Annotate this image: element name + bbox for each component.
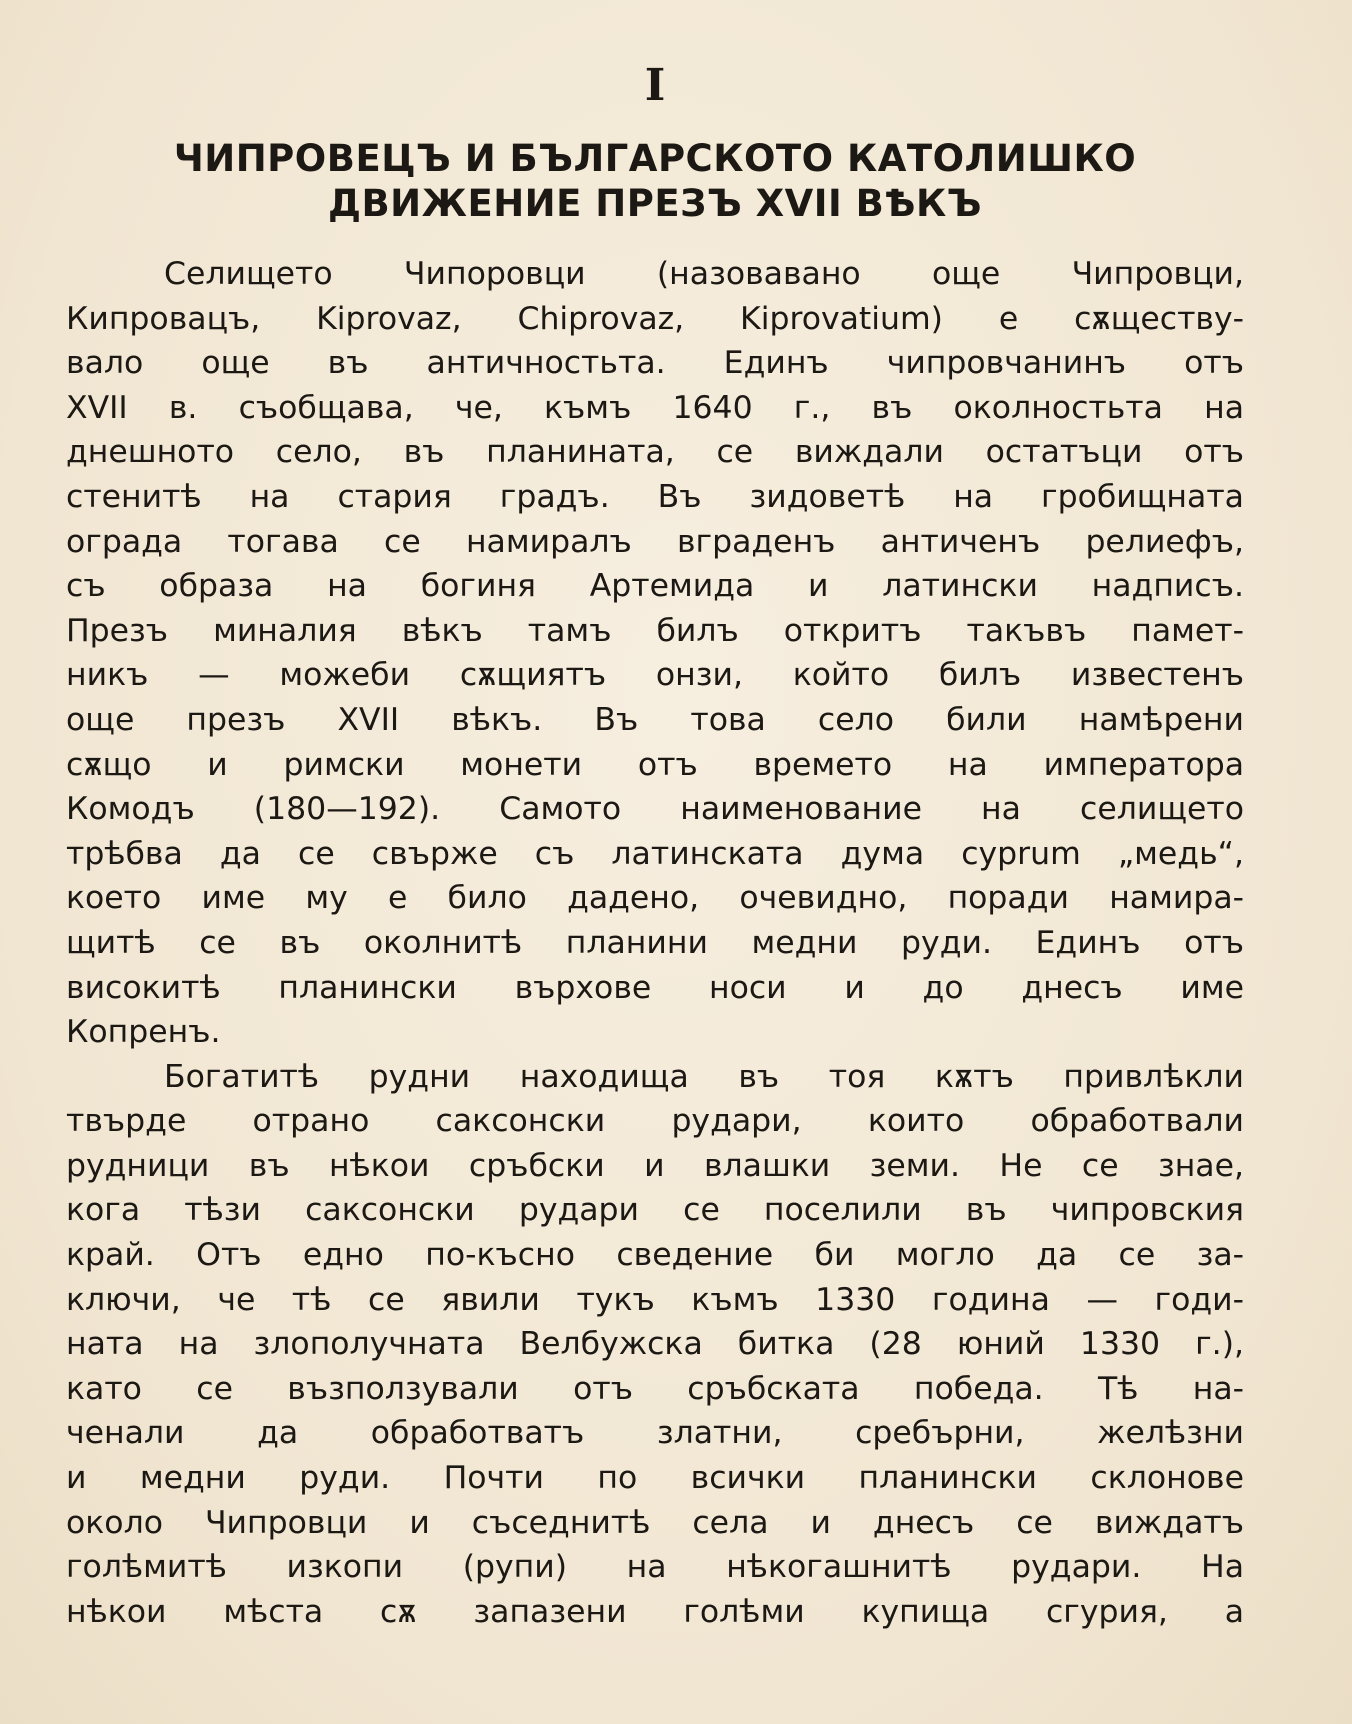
text-line: кога тѣзи саксонски рудари се поселили въ чипровския [66, 1192, 1244, 1229]
text-line: нѣкои мѣста сѫ запазени голѣми купища сгурия, а [66, 1593, 1244, 1630]
text-line: щитѣ се въ околнитѣ планини медни руди. Единъ отъ [66, 924, 1244, 961]
text-line: като се възползували отъ сръбската победа. Тѣ на- [66, 1370, 1244, 1407]
chapter-title-line: ДВИЖЕНИЕ ПРЕЗЪ XVII ВѢКЪ [328, 182, 982, 225]
text-line: XVII в. съобщава, че, къмъ 1640 г., въ околностьта на [66, 389, 1244, 426]
text-line: твърде отрано саксонски рудари, които обработвали [66, 1103, 1244, 1140]
text-line: около Чипровци и съседнитѣ села и днесъ се виждатъ [66, 1504, 1244, 1541]
chapter-number: I [644, 60, 666, 111]
chapter-title-line: ЧИПРОВЕЦЪ И БЪЛГАРСКОТО КАТОЛИШКО [173, 137, 1137, 180]
text-line: днешното село, въ планината, се виждали остатъци отъ [66, 434, 1244, 471]
text-line: ченали да обработватъ златни, сребърни, желѣзни [66, 1415, 1244, 1452]
text-line: ключи, че тѣ се явили тукъ къмъ 1330 година — годи- [66, 1281, 1244, 1318]
text-line: Селището Чипоровци (назовавано още Чипровци, [164, 256, 1244, 292]
text-line: още презъ XVII вѣкъ. Въ това село били намѣрени [66, 701, 1244, 738]
text-line: което име му е било дадено, очевидно, поради намира- [66, 880, 1244, 917]
text-line: край. Отъ едно по-късно сведение би могло да се за- [66, 1237, 1244, 1274]
text-line: Презъ миналия вѣкъ тамъ билъ откритъ такъвъ памет- [66, 612, 1244, 649]
chapter-title [66, 136, 1244, 226]
text-line: Богатитѣ рудни находища въ тоя кѫтъ привлѣкли [164, 1058, 1244, 1095]
text-line: трѣбва да се свърже съ латинската дума cyprum „медь“, [66, 835, 1244, 872]
text-line: Копренъ. [66, 1014, 221, 1051]
paragraph-2 [66, 1055, 1244, 1635]
text-line: високитѣ планински върхове носи и до днесъ име [66, 969, 1244, 1006]
text-line: рудници въ нѣкои сръбски и влашки земи. Не се знае, [66, 1147, 1244, 1184]
paragraph-1 [66, 252, 1244, 1055]
text-line: ната на злополучната Велбужска битка (28 юний 1330 г.), [66, 1326, 1244, 1363]
text-line: ограда тогава се намиралъ вграденъ античенъ релиефъ, [66, 523, 1244, 560]
text-line: сѫщо и римски монети отъ времето на императора [66, 746, 1244, 783]
text-line: съ образа на богиня Артемида и латински надписъ. [66, 568, 1244, 605]
text-line: никъ — можеби сѫщиятъ онзи, който билъ известенъ [66, 657, 1244, 694]
text-line: Комодъ (180—192). Самото наименование на селището [66, 791, 1244, 828]
text-line: вало още въ античностьта. Единъ чипровчанинъ отъ [66, 345, 1244, 382]
text-line: и медни руди. Почти по всички планински склонове [66, 1460, 1244, 1497]
text-line: Кипровацъ, Kiprovaz, Chiprovaz, Kiprovatium) е сѫществу- [66, 300, 1244, 337]
text-line: стенитѣ на стария градъ. Въ зидоветѣ на гробищната [66, 478, 1244, 515]
text-line: голѣмитѣ изкопи (рупи) на нѣкогашнитѣ рудари. На [66, 1549, 1244, 1586]
